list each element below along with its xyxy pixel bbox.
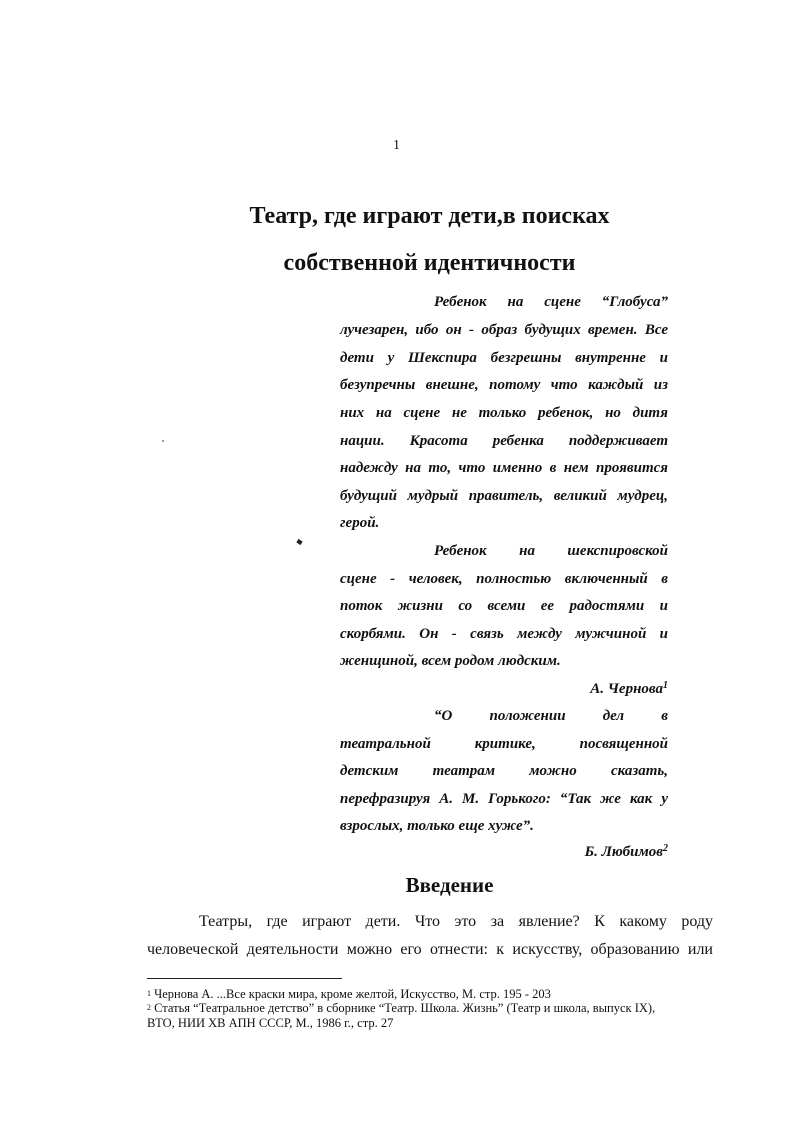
footnote-1-text: Чернова А. ...Все краски мира, кроме желтой, Искусство, М. стр. 195 - 203: [154, 987, 551, 1001]
epigraph-1-line: безупречны внешне, потому что каждый из: [340, 377, 668, 393]
epigraph-2-line: детским театрам можно сказать,: [340, 763, 668, 779]
epigraph-2-line: театральной критике, посвященной: [340, 736, 668, 752]
epigraph-1-line: надежду на то, что именно в нем проявится: [340, 460, 668, 476]
epigraph-1-author: [340, 680, 668, 698]
epigraph-1-line: поток жизни со всеми ее радостями и: [340, 598, 668, 614]
epigraph-1-author-name: А. Чернова: [590, 681, 663, 697]
epigraph-1-line: герой.: [340, 515, 380, 531]
epigraph-2-line: перефразируя А. М. Горького: “Так же как у: [340, 791, 668, 807]
footnote-ref-1[interactable]: 1: [663, 680, 668, 691]
epigraph-2-author: [340, 843, 668, 861]
footnote-1: [147, 987, 707, 1002]
epigraph-1-line: Ребенок на сцене “Глобуса”: [434, 294, 668, 310]
epigraph-1-line: скорбями. Он - связь между мужчиной и: [340, 626, 668, 642]
footnote-ref-2[interactable]: 2: [663, 843, 668, 854]
epigraph-1-line: будущий мудрый правитель, великий мудрец,: [340, 488, 668, 504]
footnote-2-continuation: ВТО, НИИ ХВ АПН СССР, М., 1986 г., стр. 27: [147, 1016, 394, 1030]
epigraph-1-line: нации. Красота ребенка поддерживает: [340, 433, 668, 449]
epigraph-2-line: взрослых, только еще хуже”.: [340, 818, 534, 834]
scan-artifact: [162, 440, 164, 442]
epigraph-1-line: женщиной, всем родом людским.: [340, 653, 561, 669]
page-number: 1: [393, 138, 400, 153]
footnote-1-mark: 1: [147, 989, 151, 998]
epigraph-1-line: лучезарен, ибо он - образ будущих времен. Все: [340, 322, 668, 338]
title-line-1: Театр, где играют дети,в поисках: [249, 203, 610, 229]
scan-artifact: [296, 539, 302, 545]
section-heading: Введение: [405, 873, 494, 897]
footnote-2-mark: 2: [147, 1003, 151, 1012]
epigraph-2-line: “О положении дел в: [434, 708, 668, 724]
body-line: человеческой деятельности можно его отнести: к искусству, образованию или: [147, 941, 713, 958]
footnote-2: [147, 1001, 707, 1016]
epigraph-2-author-name: Б. Любимов: [584, 844, 663, 860]
footnote-divider: [147, 978, 342, 979]
body-line: Театры, где играют дети. Что это за явление? К какому роду: [199, 913, 713, 930]
title-line-2: собственной идентичности: [283, 250, 576, 276]
footnote-2-text: Статья “Театральное детство” в сборнике “Театр. Школа. Жизнь” (Театр и школа, выпуск IX),: [154, 1001, 656, 1015]
epigraph-1-line: сцене - человек, полностью включенный в: [340, 571, 668, 587]
epigraph-1-line: дети у Шекспира безгрешны внутренне и: [340, 350, 668, 366]
epigraph-1-line: Ребенок на шекспировской: [434, 543, 668, 559]
epigraph-1-line: них на сцене не только ребенок, но дитя: [340, 405, 668, 421]
